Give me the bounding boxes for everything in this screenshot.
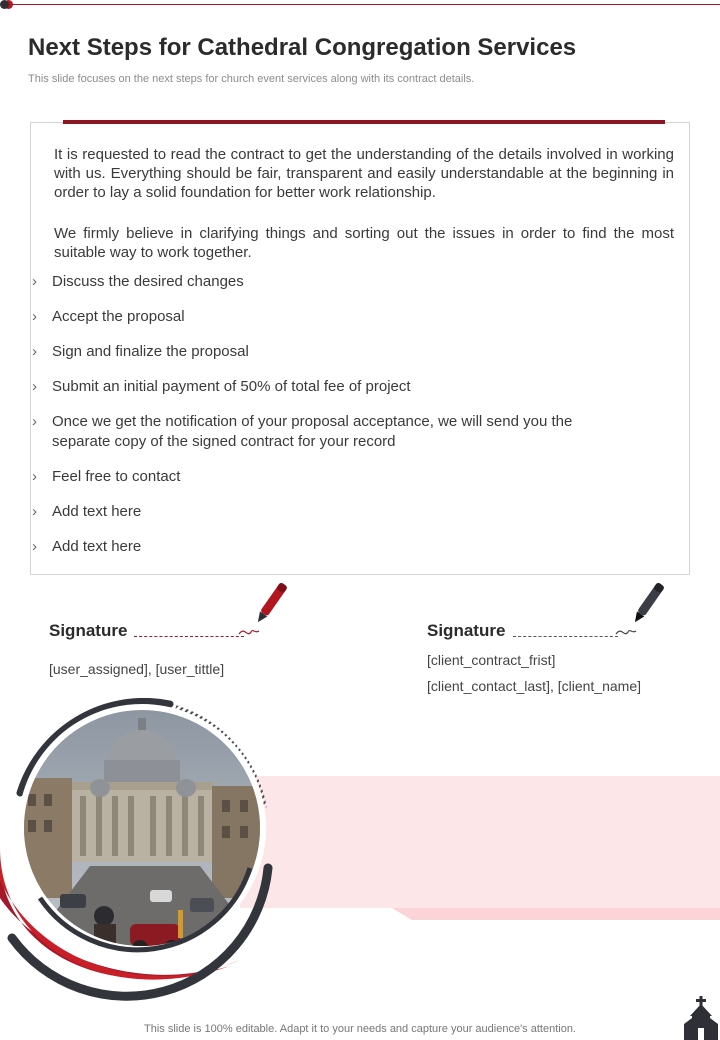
user-signature-line[interactable] [134, 636, 244, 637]
church-icon [684, 996, 718, 1040]
client-contact-name: [client_contact_last], [client_name] [427, 678, 642, 694]
intro-paragraph: It is requested to read the contract to get the understanding of the details involved in working with us. Everything should be fair, transparent and easily understandable at the beginning in order to lay a solid foundation for better work relationship. [54, 146, 674, 201]
next-steps-list [32, 272, 672, 572]
step-text: Add text here [52, 538, 142, 555]
client-signature-line[interactable] [513, 636, 618, 637]
step-text: Discuss the desired changes [52, 273, 244, 290]
step-text: Add text here [52, 503, 142, 520]
chevron-right-icon: › [32, 503, 37, 520]
page-title: Next Steps for Cathedral Congregation Services [28, 34, 577, 61]
pink-decor-band [240, 776, 720, 908]
step-item [32, 342, 672, 377]
page-subtitle: This slide focuses on the next steps for church event services along with its contract details. [28, 73, 475, 85]
step-text: Once we get the notification of your proposal acceptance, we will send you the separate copy of the signed contract for your record [52, 413, 573, 450]
client-signature-label: Signature [427, 621, 506, 640]
top-decor-dot-dark [0, 0, 9, 9]
step-item [32, 412, 672, 467]
content-box-accent-bar [63, 120, 665, 124]
step-item [32, 307, 672, 342]
step-item [32, 502, 672, 537]
chevron-right-icon: › [32, 538, 37, 555]
chevron-right-icon: › [32, 273, 37, 290]
pen-icon [614, 582, 674, 640]
step-item [32, 377, 672, 412]
chevron-right-icon: › [32, 343, 37, 360]
cathedral-photo [0, 698, 300, 1008]
chevron-right-icon: › [32, 308, 37, 325]
client-contract-first: [client_contract_frist] [427, 652, 556, 668]
step-item [32, 537, 672, 572]
belief-paragraph: We firmly believe in clarifying things and sorting out the issues in order to find the most suitable way to work together. [54, 225, 674, 261]
user-signature-label: Signature [49, 621, 128, 640]
chevron-right-icon: › [32, 468, 37, 485]
footer-note: This slide is 100% editable. Adapt it to your needs and capture your audience's attention. [144, 1023, 576, 1035]
top-rule [10, 4, 720, 5]
step-text: Submit an initial payment of 50% of total fee of project [52, 378, 411, 395]
step-text: Sign and finalize the proposal [52, 343, 249, 360]
step-item [32, 272, 672, 307]
chevron-right-icon: › [32, 378, 37, 395]
step-item [32, 467, 672, 502]
step-text: Feel free to contact [52, 468, 181, 485]
pink-decor-strip [392, 908, 720, 920]
user-assigned-title: [user_assigned], [user_tittle] [49, 661, 225, 677]
chevron-right-icon: › [32, 413, 37, 430]
step-text: Accept the proposal [52, 308, 185, 325]
pen-icon [237, 582, 297, 640]
